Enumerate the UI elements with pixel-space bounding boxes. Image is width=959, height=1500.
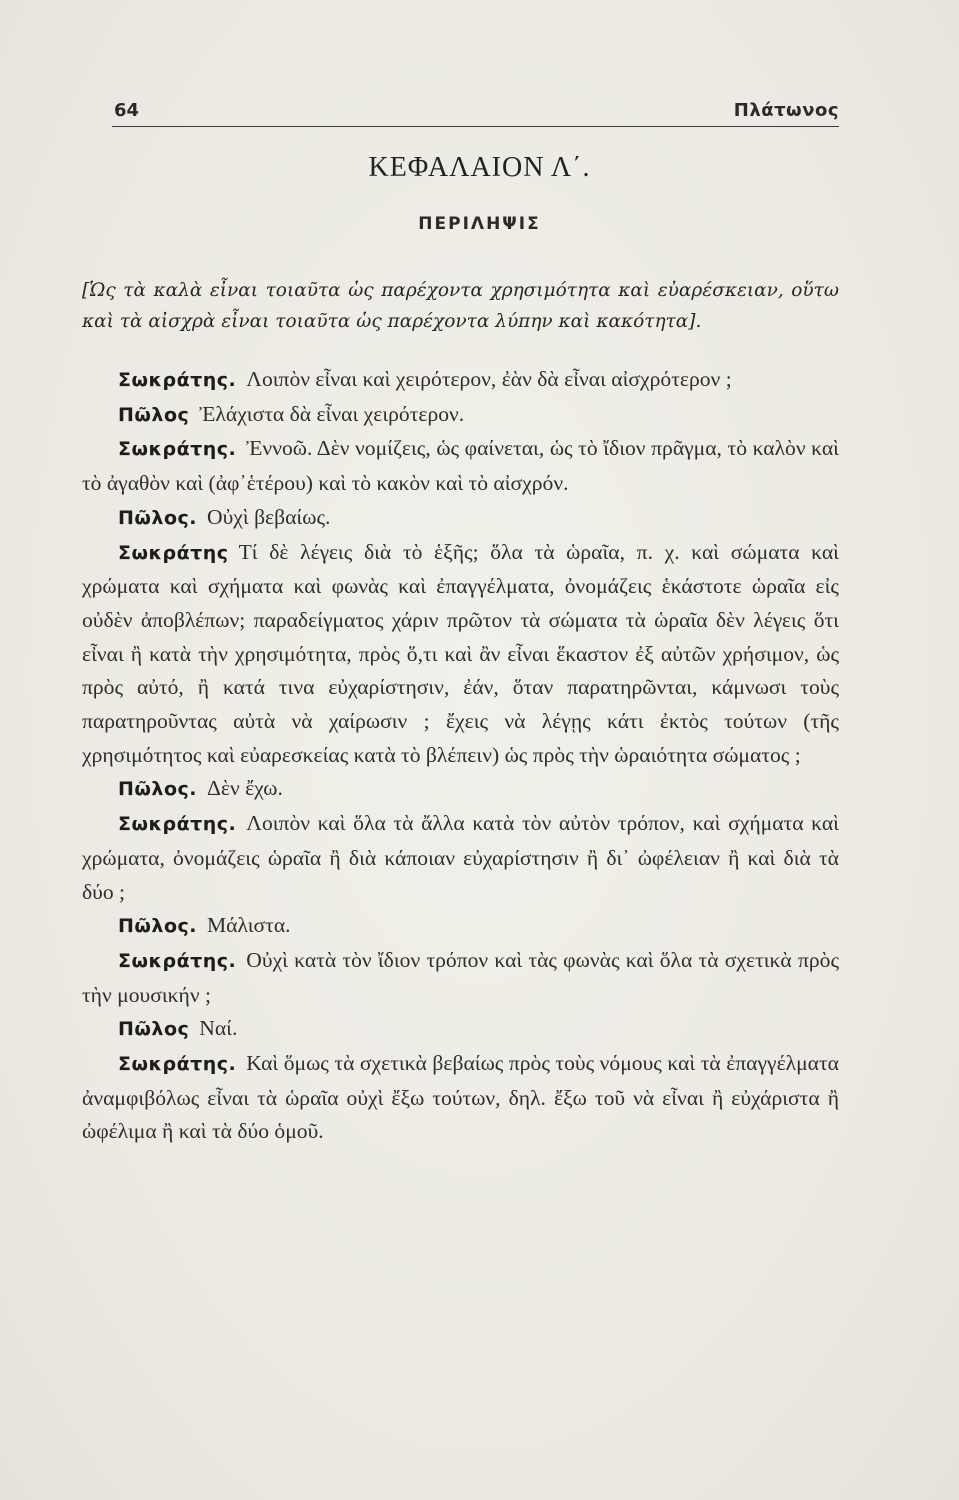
dialogue-turn bbox=[82, 501, 839, 536]
speaker-name: Πῶλος. bbox=[118, 915, 197, 938]
turn-text: Καὶ ὅμως τὰ σχετικὰ βεβαίως πρὸς τοὺς νόμους καὶ τὰ ἐπαγγέλματα ἀναμφιβόλως εἶναι τὰ ὡραῖα οὐχὶ ἔξω τούτων, δηλ. ἔξω τοῦ νὰ εἶναι ἢ εὐχάριστα ἢ ὠφέλιμα ἢ καὶ τὰ δύο ὁμοῦ. bbox=[82, 1051, 839, 1144]
turn-text: Ναί. bbox=[199, 1016, 238, 1041]
speaker-name: Σωκράτης. bbox=[118, 949, 237, 972]
dialogue-turn bbox=[82, 432, 839, 500]
speaker-name: Σωκράτης. bbox=[118, 369, 237, 391]
turn-text: Ἐλάχιστα δὰ εἶναι χειρότερον. bbox=[199, 401, 465, 426]
dialogue-turn bbox=[82, 1012, 839, 1047]
summary-heading: ΠΕΡΙΛΗΨΙΣ bbox=[418, 214, 541, 234]
dialogue-turn bbox=[82, 909, 839, 944]
turn-text: Ἐννοῶ. Δὲν νομίζεις, ὡς φαίνεται, ὡς τὸ ἴδιον πρᾶγμα, τὸ καλὸν καὶ τὸ ἀγαθὸν καὶ (ἀφ᾿ἑτέρου) καὶ τὸ κακὸν καὶ τὸ αἰσχρόν. bbox=[82, 436, 839, 496]
running-header bbox=[112, 96, 839, 127]
speaker-name: Σωκράτης. bbox=[118, 813, 237, 836]
speaker-name: Πῶλος. bbox=[118, 778, 197, 801]
turn-text: Λοιπὸν καὶ ὅλα τὰ ἄλλα κατὰ τὸν αὐτὸν τρόπον, καὶ σχήματα καὶ χρώματα, ὀνομάζεις ὡραῖα ἢ διὰ κάποιαν εὐχαρίστησιν ἢ δι᾿ ὠφέλειαν ἢ καὶ διὰ τὰ δύο ; bbox=[82, 811, 839, 904]
turn-text: Οὐχὶ κατὰ τὸν ἴδιον τρόπον καὶ τὰς φωνὰς καὶ ὅλα τὰ σχετικὰ πρὸς τὴν μουσικήν ; bbox=[82, 947, 839, 1007]
speaker-name: Πῶλος bbox=[118, 1018, 190, 1041]
dialogue-turn bbox=[82, 1047, 839, 1149]
speaker-name: Πῶλος. bbox=[118, 506, 197, 529]
chapter-title: ΚΕΦΑΛΑΙΟΝ Λ΄. bbox=[368, 152, 591, 183]
summary-text: [Ὡς τὰ καλὰ εἶναι τοιαῦτα ὡς παρέχοντα χρησιμότητα καὶ εὐαρέσκειαν, οὕτω καὶ τὰ αἰσχρὰ εἶναι τοιαῦτα ὡς παρέχοντα λύπην καὶ κακότητα]. bbox=[82, 279, 839, 332]
running-title: Πλάτωνος bbox=[733, 100, 839, 121]
turn-text: Οὐχὶ βεβαίως. bbox=[206, 504, 331, 529]
turn-text: Δὲν ἔχω. bbox=[206, 776, 283, 801]
turn-text: Μάλιστα. bbox=[206, 913, 291, 938]
speaker-name: Πῶλος bbox=[118, 403, 190, 426]
dialogue-turn bbox=[82, 398, 839, 433]
dialogue-turn bbox=[82, 536, 839, 773]
page-number: 64 bbox=[114, 100, 140, 121]
speaker-name: Σωκράτης. bbox=[118, 1053, 237, 1076]
dialogue-turn bbox=[82, 363, 839, 398]
dialogue-turn bbox=[82, 772, 839, 807]
dialogue-turn bbox=[82, 944, 839, 1012]
dialogue bbox=[82, 363, 839, 1149]
turn-text: Τί δὲ λέγεις διὰ τὸ ἑξῆς; ὅλα τὰ ὡραῖα, π. χ. καὶ σώματα καὶ χρώματα καὶ σχήματα καὶ φωνὰς καὶ ἐπαγγέλματα, ὀνομάζεις ἑκάστοτε ὡραῖα εἰς οὐδὲν ἀποβλέπων; παραδείγματος χάριν πρῶτον τὰ σώματα τὰ ὡραῖα δὲν λέγεις ὅτι εἶναι ἢ κατὰ τὴν χρησιμότητα, πρὸς ὅ,τι καὶ ἂν εἶναι ἕκαστον ἐξ αὐτῶν χρήσιμον, ὡς πρὸς αὐτό, ἢ κατά τινα εὐχαρίστησιν, ἐάν, ὅταν παρατηρῶνται, κάμνωσι τοὺς παρατηροῦντας αὐτὰ νὰ χαίρωσιν ; ἔχεις νὰ λέγῃς κάτι ἐκτὸς τούτων (τῆς χρησιμότητος καὶ εὐαρεσκείας κατὰ τὸ βλέπειν) ὡς πρὸς τὴν ὡραιότητα σώματος ; bbox=[82, 539, 839, 767]
speaker-name: Σωκράτης. bbox=[118, 438, 237, 461]
speaker-name: Σωκράτης bbox=[118, 541, 229, 564]
turn-text: Λοιπὸν εἶναι καὶ χειρότερον, ἐὰν δὰ εἶναι αἰσχρότερον ; bbox=[246, 367, 732, 391]
dialogue-turn bbox=[82, 807, 839, 909]
